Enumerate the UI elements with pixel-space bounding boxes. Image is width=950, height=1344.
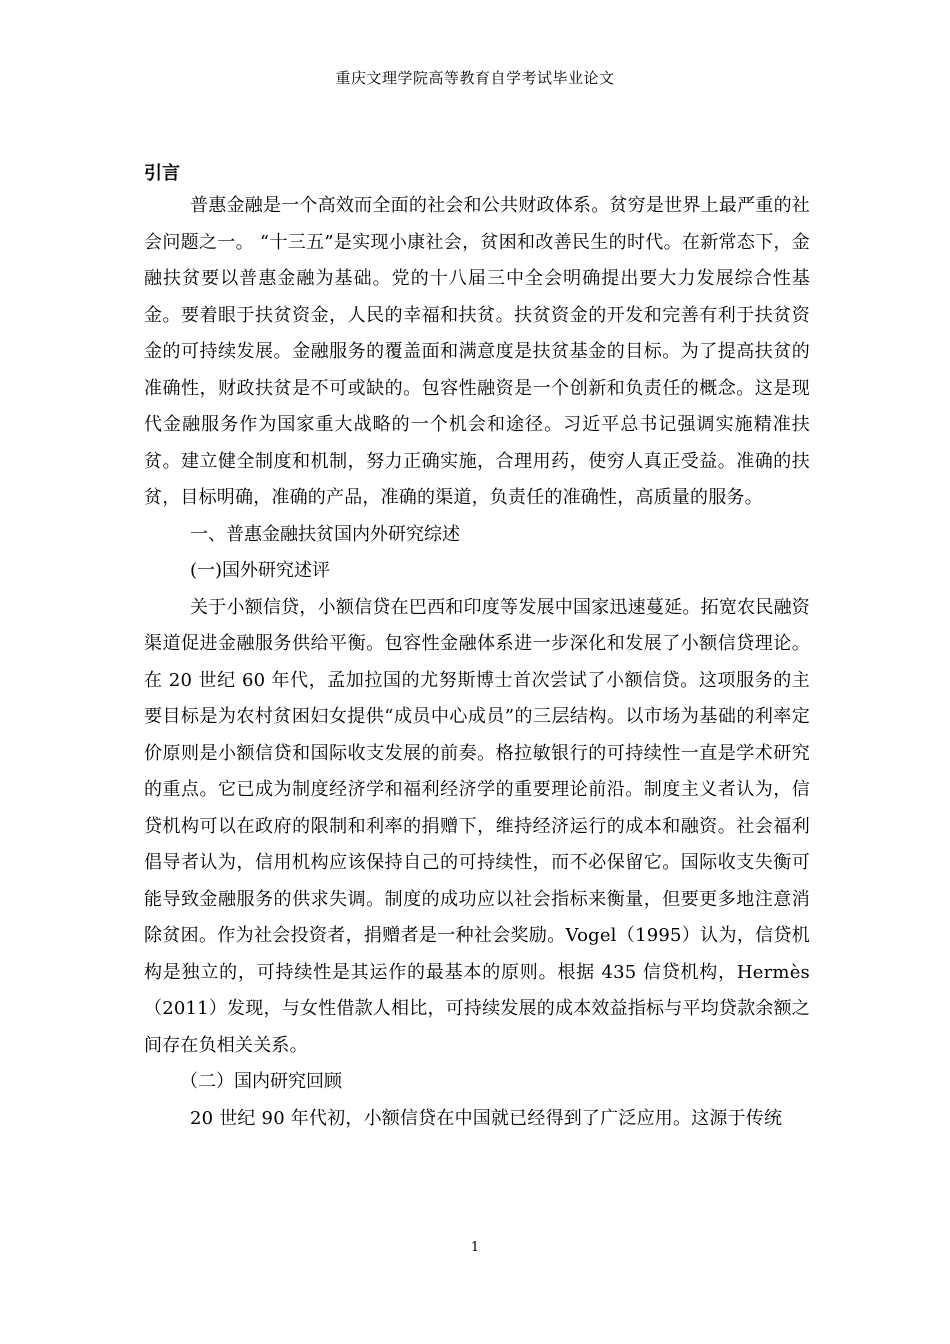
subsection-2-paragraph: 20 世纪 90 年代初，小额信贷在中国就已经得到了广泛应用。这源于传统 [190,1107,783,1129]
running-header: 重庆文理学院高等教育自学考试毕业论文 [335,69,615,87]
intro-title: 引言 [144,163,180,184]
document-body [144,160,810,1137]
intro-paragraph: 普惠金融是一个高效而全面的社会和公共财政体系。贫穷是世界上最严重的社会问题之一。 “十三五”是实现小康社会，贫困和改善民生的时代。在新常态下，金融扶贫要以普惠金融为基础。党的十八届三中全会明确提出要大力发展综合性基金。要着眼于扶贫资金，人民的幸福和扶贫。扶贫资金的开发和完善有利于扶贫资金的可持续发展。金融服务的覆盖面和满意度是扶贫基金的目标。为了提高扶贫的准确性，财政扶贫是不可或缺的。包容性融资是一个创新和负责任的概念。这是现代金融服务作为国家重大战略的一个机会和途径。习近平总书记强调实施精准扶贫。建立健全制度和机制，努力正确实施，合理用药，使穷人真正受益。准确的扶贫，目标明确，准确的产品，准确的渠道，负责任的准确性，高质量的服务。 [144,195,810,508]
section-1-heading: 一、普惠金融扶贫国内外研究综述 [190,523,460,545]
subsection-1-paragraph: 关于小额信贷，小额信贷在巴西和印度等发展中国家迅速蔓延。拓宽农民融资渠道促进金融服务供给平衡。包容性金融体系进一步深化和发展了小额信贷理论。在 20 世纪 60 年代，孟加拉国的尤努斯博士首次尝试了小额信贷。这项服务的主要目标是为农村贫困妇女提供“成员中心成员”的三层结构。以市场为基础的利率定价原则是小额信贷和国际收支发展的前奏。格拉敏银行的可持续性一直是学术研究的重点。它已成为制度经济学和福利经济学的重要理论前沿。制度主义者认为，信贷机构可以在政府的限制和利率的捐赠下，维持经济运行的成本和融资。社会福利倡导者认为，信用机构应该保持自己的可持续性，而不必保留它。国际收支失衡可能导致金融服务的供求失调。制度的成功应以社会指标来衡量，但要更多地注意消除贫困。作为社会投资者，捐赠者是一种社会奖励。Vogel（1995）认为，信贷机构是独立的，可持续性是其运作的最基本的原则。根据 435 信贷机构，Hermès（2011）发现，与女性借款人相比，可持续发展的成本效益指标与平均贷款余额之间存在负相关关系。 [144,596,810,1056]
subsection-1-heading: (一)国外研究述评 [190,560,331,581]
page-number: 1 [470,1240,480,1255]
subsection-2-heading: （二）国内研究回顾 [180,1071,342,1092]
